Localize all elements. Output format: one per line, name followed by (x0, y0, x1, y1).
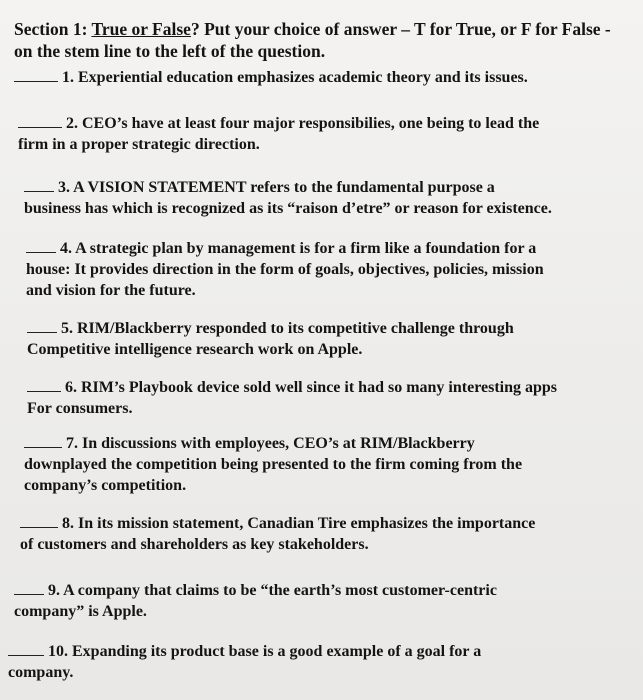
question-9-text-line2: company” is Apple. (14, 603, 147, 620)
answer-blank-7[interactable] (24, 439, 62, 448)
question-5-text-line2: Competitive intelligence research work on Apple. (27, 341, 363, 358)
answer-blank-1[interactable] (14, 73, 58, 82)
question-1 (14, 67, 528, 88)
question-5-text-line1: 5. RIM/Blackberry responded to its competitive challenge through (61, 320, 514, 337)
answer-blank-8[interactable] (20, 519, 58, 528)
question-6 (27, 377, 557, 419)
question-6-text-line1: 6. RIM’s Playbook device sold well since it had so many interesting apps (65, 379, 558, 396)
question-7-text-line3: company’s competition. (24, 477, 187, 494)
question-3-text-line2: business has which is recognized as its “raison d’etre” or reason for existence. (24, 200, 552, 217)
question-3 (24, 177, 552, 219)
answer-blank-9[interactable] (14, 586, 44, 595)
question-2 (18, 113, 539, 155)
question-6-text-line2: For consumers. (27, 400, 133, 417)
question-8-text-line1: 8. In its mission statement, Canadian Tire emphasizes the importance (62, 515, 536, 532)
answer-blank-3[interactable] (24, 183, 54, 192)
question-9-text-line1: 9. A company that claims to be “the earth’s most customer-centric (48, 582, 497, 599)
answer-blank-2[interactable] (18, 119, 62, 128)
question-2-text-line1: 2. CEO’s have at least four major responsibilies, one being to lead the (66, 115, 540, 132)
question-7-text-line2: downplayed the competition being presented to the firm coming from the (24, 456, 523, 473)
question-10-text-line2: company. (8, 664, 74, 681)
section-header (14, 18, 624, 62)
question-8 (20, 513, 535, 555)
question-10-text-line1: 10. Expanding its product base is a good example of a goal for a (48, 643, 482, 660)
question-4-text-line3: and vision for the future. (26, 282, 196, 299)
question-10 (8, 641, 481, 683)
answer-blank-10[interactable] (8, 647, 44, 656)
true-or-false-label: True or False (91, 19, 191, 39)
question-9 (14, 580, 497, 622)
question-8-text-line2: of customers and shareholders as key stakeholders. (20, 536, 369, 553)
question-1-text: 1. Experiential education emphasizes academic theory and its issues. (62, 69, 528, 86)
question-5 (27, 318, 514, 360)
header-prefix: Section 1: (14, 19, 92, 39)
answer-blank-4[interactable] (26, 244, 56, 253)
question-4-text-line2: house: It provides direction in the form of goals, objectives, policies, mission (26, 261, 544, 278)
answer-blank-5[interactable] (27, 324, 57, 333)
question-7-text-line1: 7. In discussions with employees, CEO’s at RIM/Blackberry (66, 435, 475, 452)
answer-blank-6[interactable] (27, 383, 61, 392)
question-3-text-line1: 3. A VISION STATEMENT refers to the fundamental purpose a (58, 179, 495, 196)
question-4-text-line1: 4. A strategic plan by management is for a firm like a foundation for a (60, 240, 537, 257)
question-4 (26, 238, 544, 301)
question-7 (24, 433, 522, 496)
question-2-text-line2: firm in a proper strategic direction. (18, 136, 260, 153)
header-instructions: ? Put your choice of answer – T for True, or F for False - on the stem line to the left of the question. (14, 19, 611, 61)
